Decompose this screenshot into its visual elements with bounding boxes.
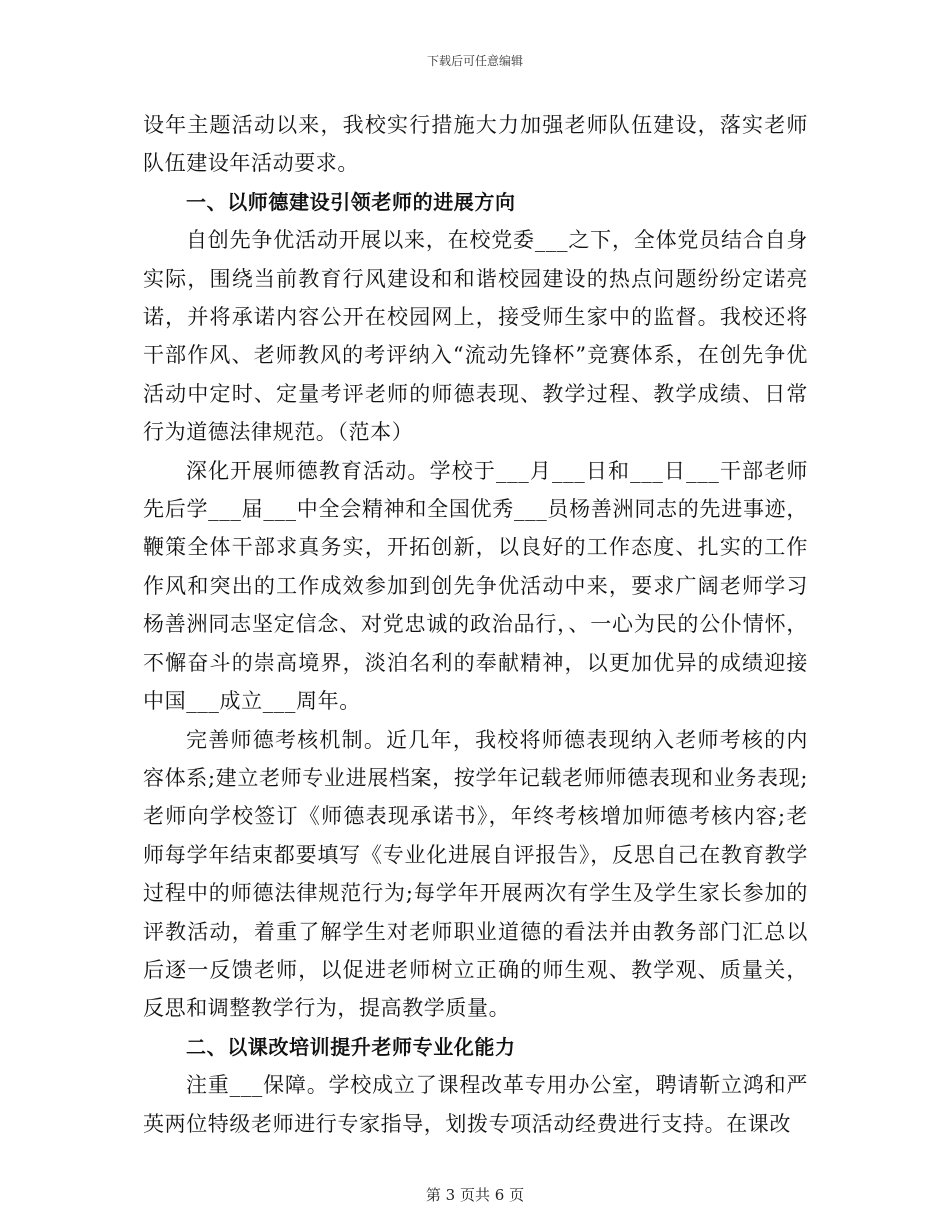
- paragraph-ethics-education: 深化开展师德教育活动。学校于___月___日和___日___干部老师先后学___届___中全会精神和全国优秀___员杨善洲同志的先进事迹，鞭策全体干部求真务实，开拓创新，以良好的工作态度、扎实的工作作风和突出的工作成效参加到创先争优活动中来，要求广阔老师学习杨善洲同志坚定信念、对党忠诚的政治品行，、一心为民的公仆情怀，不懈奋斗的崇高境界，淡泊名利的奉献精神，以更加优异的成绩迎接中国___成立___周年。: [143, 458, 808, 714]
- section-heading-1: 一、以师德建设引领老师的进展方向: [186, 189, 516, 214]
- paragraph-curriculum-reform: 注重___保障。学校成立了课程改革专用办公室，聘请靳立鸿和严英两位特级老师进行专家指导，划拨专项活动经费进行支持。在课改: [143, 1073, 808, 1136]
- page-header: 下载后可任意编辑: [426, 54, 523, 68]
- document-body: [143, 106, 808, 1143]
- paragraph-intro: 设年主题活动以来，我校实行措施大力加强老师队伍建设，落实老师队伍建设年活动要求。: [143, 113, 808, 176]
- section-heading-2: 二、以课改培训提升老师专业化能力: [186, 1034, 516, 1059]
- paragraph-party-activity: 自创先争优活动开展以来，在校党委___之下，全体党员结合自身实际，围绕当前教育行风建设和和谐校园建设的热点问题纷纷定诺亮诺，并将承诺内容公开在校园网上，接受师生家中的监督。我校还将干部作风、老师教风的考评纳入“流动先锋杯”竞赛体系，在创先争优活动中定时、定量考评老师的师德表现、教学过程、教学成绩、日常行为道德法律规范。（范本）: [143, 228, 808, 445]
- page-footer: 第 3 页共 6 页: [425, 1186, 525, 1204]
- paragraph-ethics-assessment: 完善师德考核机制。近几年，我校将师德表现纳入老师考核的内容体系;建立老师专业进展档案，按学年记载老师师德表现和业务表现;老师向学校签订《师德表现承诺书》，年终考核增加师德考核内容;老师每学年结束都要填写《专业化进展自评报告》，反思自己在教育教学过程中的师德法律规范行为;每学年开展两次有学生及学生家长参加的评教活动，着重了解学生对老师职业道德的看法并由教务部门汇总以后逐一反馈老师，以促进老师树立正确的师生观、教学观、质量关，反思和调整教学行为，提高教学质量。: [143, 727, 808, 1021]
